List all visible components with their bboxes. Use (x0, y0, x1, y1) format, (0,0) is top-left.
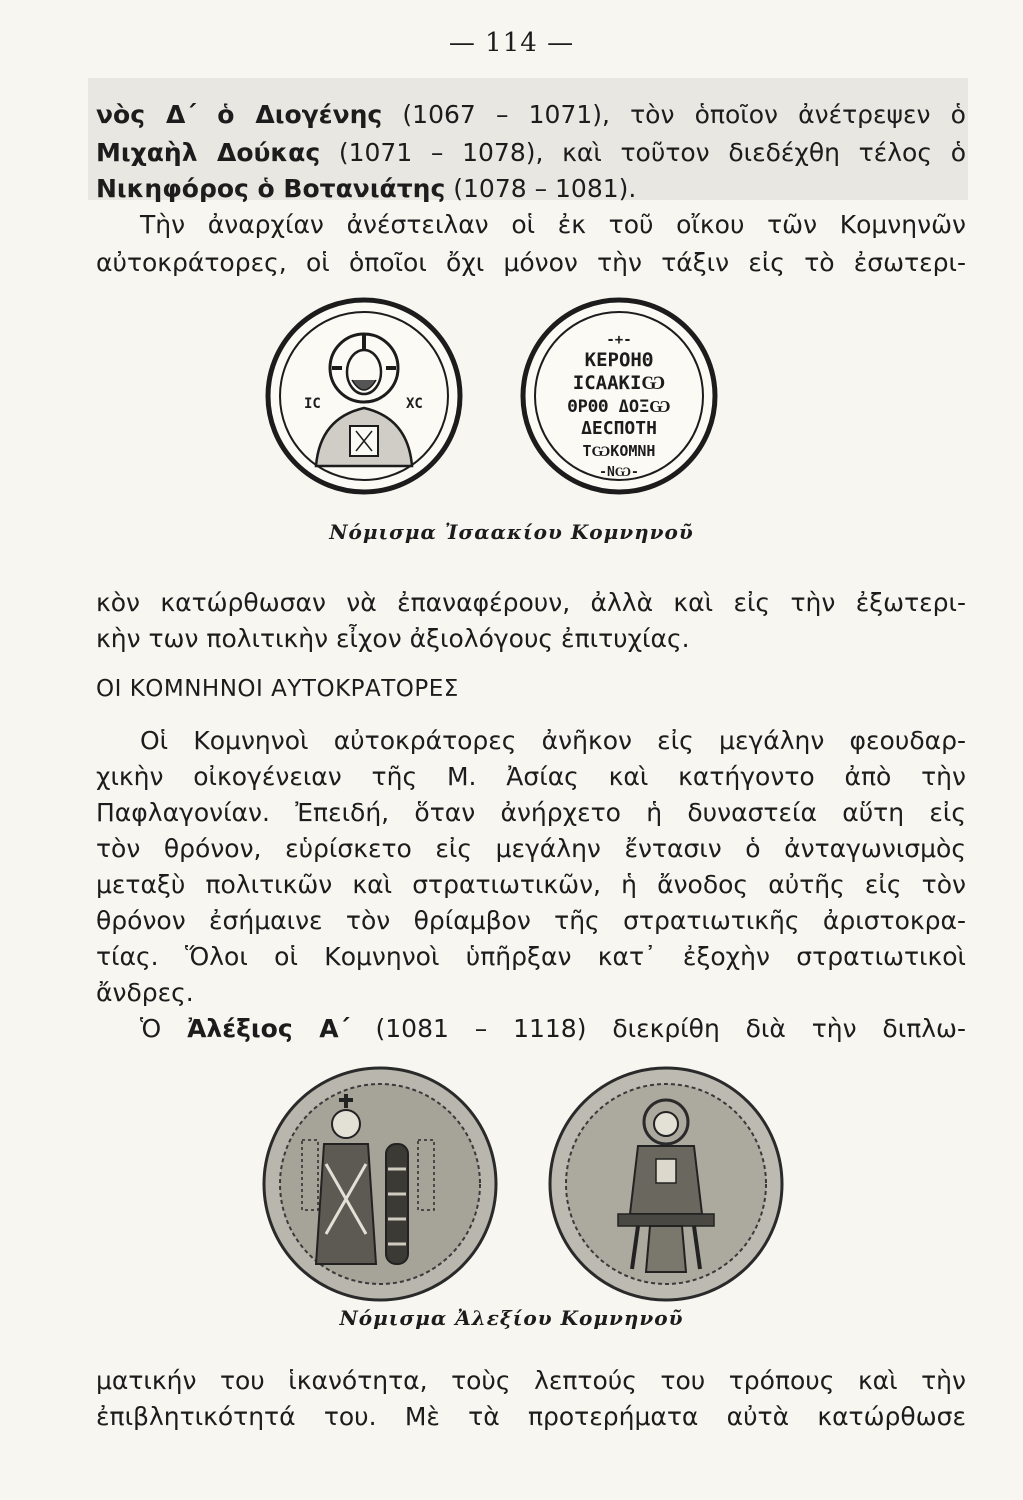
reverse-line: ΤѠΚΟΜΝΗ (582, 442, 656, 460)
section-heading: ΟΙ ΚΟΜΝΗΝΟΙ ΑΥΤΟΚΡΑΤΟΡΕΣ (96, 676, 459, 702)
reverse-line: ΔΕCΠΟΤΗ (581, 418, 657, 439)
reverse-line: -+- (606, 332, 632, 348)
para2-line1: Τὴν ἀναρχίαν ἀνέστειλαν οἱ ἐκ τοῦ οἴκου τῶν Κομνηνῶν (140, 210, 966, 239)
para2-line2: αὐτοκράτορες, οἱ ὁποῖοι ὄχι μόνον τὴν τάξιν εἰς τὸ ἐσωτερι- (96, 248, 966, 277)
emperor-name: Νικηφόρος ὁ Βοτανιάτης (96, 174, 446, 203)
para4-line: μεταξὺ πολιτικῶν καὶ στρατιωτικῶν, ἡ ἄνοδος αὐτῆς εἰς τὸν (96, 870, 966, 899)
obverse-right-inscription: XC (406, 396, 423, 412)
reverse-line: -ΝѠ- (599, 465, 639, 480)
emperor-name: Ἀλέξιος Α΄ (187, 1014, 350, 1043)
para3-line2: κὴν των πολιτικὴν εἶχον ἀξιολόγους ἐπιτυχίας. (96, 624, 690, 653)
para4-line: Οἱ Κομνηνοὶ αὐτοκράτορες ἀνῆκον εἰς μεγάλην φεουδαρ- (140, 726, 966, 755)
para1-line2 (96, 136, 966, 170)
para4-line: χικὴν οἰκογένειαν τῆς Μ. Ἀσίας καὶ κατήγοντο ἀπὸ τὴν (96, 762, 966, 791)
para6-line2: ἐπιβλητικότητά του. Μὲ τὰ προτερήματα αὐτὰ κατώρθωσε (96, 1402, 966, 1431)
para5-line1 (140, 1012, 966, 1046)
figure1-caption: Νόμισμα Ἰσαακίου Κομνηνοῦ (329, 520, 694, 544)
isaac-coin-reverse (523, 300, 715, 492)
para4-line: τίας. Ὅλοι οἱ Κομνηνοὶ ὑπῆρξαν κατ᾽ ἐξοχὴν στρατιωτικοὶ (96, 942, 966, 971)
alexios-coin-reverse (550, 1068, 782, 1300)
obverse-left-inscription: IC (304, 396, 321, 412)
para1-line1 (96, 98, 966, 132)
text-span: (1078 – 1081). (445, 174, 637, 203)
text-span: Ὁ (140, 1014, 188, 1043)
emperor-name: Μιχαὴλ Δούκας (96, 138, 321, 167)
emperor-name: νὸς Δ΄ ὁ Διογένης (96, 100, 383, 129)
para6-line1: ματικήν του ἱκανότητα, τοὺς λεπτούς του τρόπους καὶ τὴν (96, 1366, 966, 1395)
text-span: (1081 – 1118) διεκρίθη διὰ τὴν διπλω- (349, 1014, 966, 1043)
alexios-coin-figure (246, 1064, 796, 1304)
page-number: — 114 — (448, 28, 575, 58)
text-span: (1071 – 1078), καὶ τοῦτον διεδέχθη τέλος ὁ (320, 138, 966, 167)
para4-line: θρόνον ἐσήμαινε τὸν θρίαμβον τῆς στρατιωτικῆς ἀριστοκρα- (96, 906, 966, 935)
isaac-coin-obverse (268, 300, 460, 492)
para4-line: Παφλαγονίαν. Ἐπειδή, ὅταν ἀνήρχετο ἡ δυναστεία αὕτη εἰς (96, 798, 966, 827)
reverse-line: ΚΕΡΟΗΘ (584, 349, 654, 371)
reverse-line: ΙCΑΑΚΙѠ (572, 372, 666, 394)
text-span: (1067 – 1071), τὸν ὁποῖον ἀνέτρεψεν ὁ (382, 100, 966, 129)
alexios-coin-obverse (264, 1068, 496, 1300)
para1-line3 (96, 172, 966, 206)
para3-line1: κὸν κατώρθωσαν νὰ ἐπαναφέρουν, ἀλλὰ καὶ εἰς τὴν ἐξωτερι- (96, 588, 966, 617)
isaac-coin-figure (264, 296, 734, 506)
figure2-caption: Νόμισμα Ἀλεξίου Κομνηνοῦ (339, 1306, 684, 1330)
reverse-line: ΘΡΘΘ ΔΟΞѠ (567, 397, 671, 417)
para4-line: τὸν θρόνον, εὑρίσκετο εἰς μεγάλην ἔντασιν ὁ ἀνταγωνισμὸς (96, 834, 966, 863)
para4-line: ἄνδρες. (96, 978, 194, 1007)
